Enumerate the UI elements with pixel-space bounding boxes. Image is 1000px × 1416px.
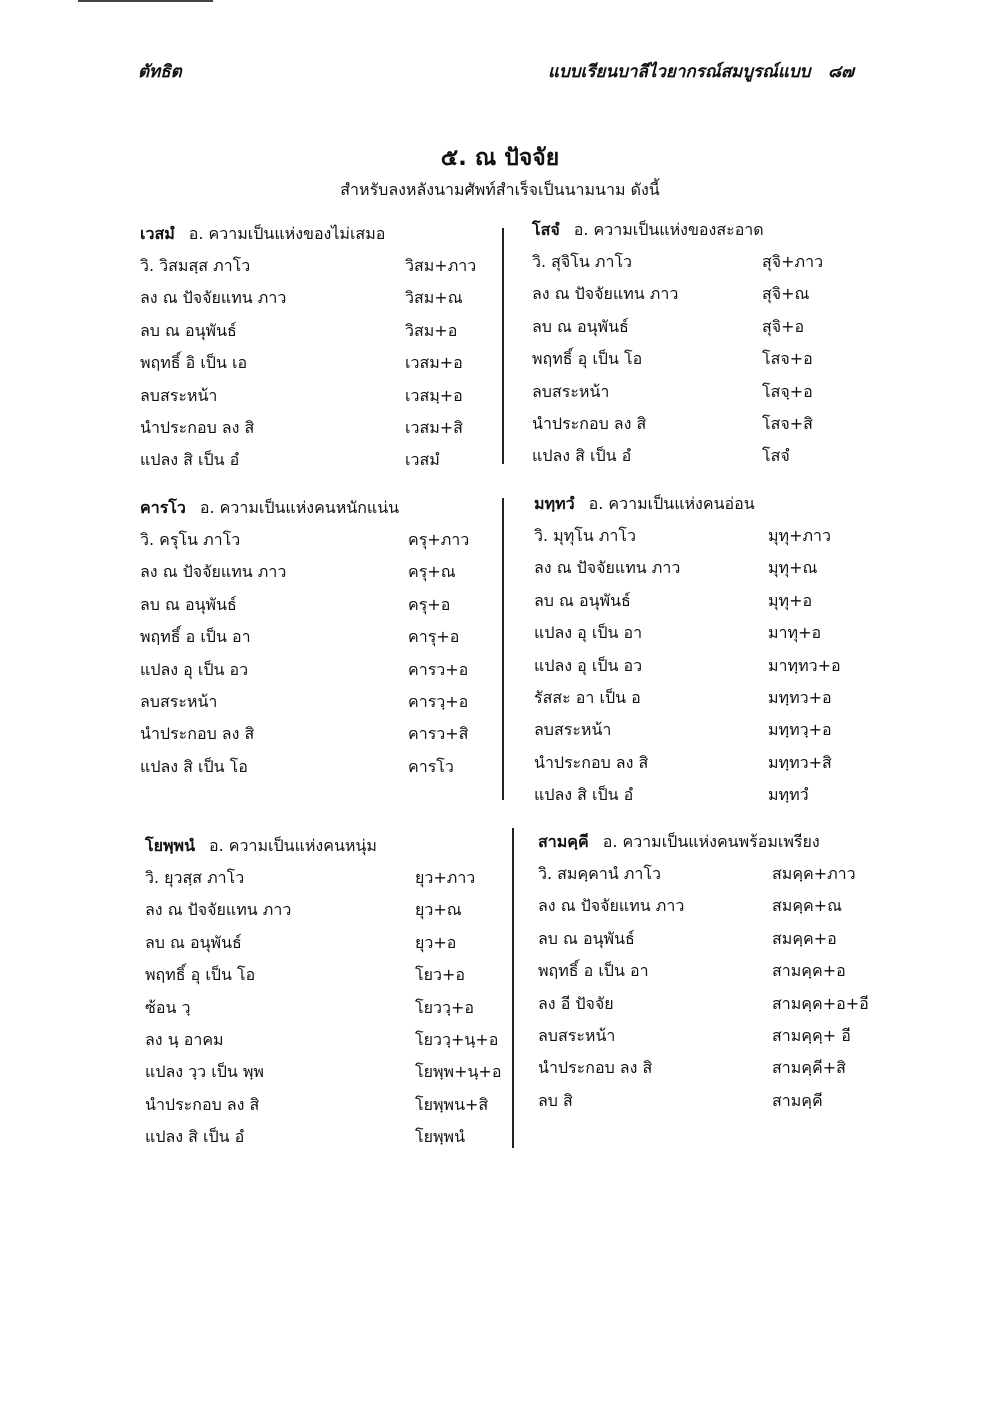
derivation-row: [538, 988, 868, 1020]
step-text: รัสสะ อา เป็น อ: [534, 687, 641, 707]
step-text: ลง ณ ปัจจัยแทน ภาว: [534, 558, 681, 578]
derivation-row: [538, 1052, 868, 1084]
column-divider: [502, 498, 504, 800]
step-result: ครุ+ภาว: [408, 530, 470, 549]
block-header: [145, 830, 495, 862]
step-result: ยุว+ณ: [415, 900, 462, 920]
step-text: แปลง วฺว เป็น พฺพ: [145, 1062, 264, 1082]
derivation-row: [145, 1056, 502, 1088]
derivation-row: [140, 412, 480, 444]
block-header: [534, 488, 864, 520]
step-result: สมคฺค+อ: [772, 928, 837, 948]
step-result: โยววฺ+นฺ+อ: [415, 1029, 499, 1049]
step-result: มุทุ+อ: [768, 590, 813, 610]
derivation-row: [534, 650, 864, 682]
step-result: สามคฺค+อ+อี: [772, 993, 869, 1013]
step-text: ลง ณ ปัจจัยแทน ภาว: [145, 900, 292, 920]
step-result: โยววฺ+อ: [415, 997, 474, 1017]
derivation-row: [534, 552, 864, 584]
headword-meaning: อ. ความเป็นแห่งของไม่เสมอ: [188, 224, 386, 243]
step-text: วิ. ครุโน ภาโว: [140, 530, 241, 549]
step-text: ลบ ณ อนุพันธ์: [145, 932, 242, 952]
step-result: คารว+อ: [408, 659, 469, 679]
derivation-row: [140, 751, 480, 783]
step-result: โยพฺพ+นฺ+อ: [415, 1062, 502, 1082]
step-text: ลง ณ ปัจจัยแทน ภาว: [538, 896, 685, 916]
step-text: ลบสระหน้า: [534, 720, 612, 740]
derivation-block: [140, 218, 480, 477]
derivation-row: [532, 343, 862, 375]
headword: สามคฺคี: [538, 832, 589, 851]
step-text: วิ. มุทุโน ภาโว: [534, 526, 636, 545]
step-result: วิสม+ณ: [405, 288, 463, 308]
derivation-row: [532, 311, 862, 343]
step-result: มาทฺทว+อ: [768, 655, 841, 675]
derivation-row: [140, 250, 480, 282]
derivation-block: [538, 826, 868, 1117]
headword: มทฺทวํ: [534, 494, 575, 513]
step-result: โสจ+สิ: [762, 413, 813, 433]
step-text: แปลง สิ เป็น โอ: [140, 756, 248, 776]
step-text: พฤทธิ์ อิ เป็น เอ: [140, 353, 248, 373]
running-header-title: แบบเรียนบาลีไวยากรณ์สมบูรณ์แบบ: [548, 62, 811, 82]
derivation-row: [140, 654, 480, 686]
step-text: วิ. สมคฺคานํ ภาโว: [538, 864, 661, 883]
step-result: สามคฺคี+สิ: [772, 1058, 846, 1078]
derivation-row: [532, 408, 862, 440]
derivation-row: [534, 779, 864, 811]
derivation-row: [140, 380, 480, 412]
derivation-row: [140, 686, 480, 718]
step-result: สุจิ+ภาว: [762, 252, 824, 271]
step-text: ลง นฺ อาคม: [145, 1029, 224, 1049]
step-result: ยุว+ภาว: [415, 868, 476, 887]
step-result: วิสม+ภาว: [405, 256, 477, 275]
step-result: สมคฺค+ณ: [772, 896, 842, 916]
step-result: สมคฺค+ภาว: [772, 864, 856, 883]
step-result: โสจํ: [762, 446, 790, 466]
step-result: โสจฺ+อ: [762, 381, 813, 401]
step-text: แปลง สิ เป็น อํ: [532, 446, 632, 466]
step-result: มุทุ+ณ: [768, 558, 818, 578]
column-divider: [512, 828, 514, 1148]
step-result: มาทุ+อ: [768, 623, 822, 643]
derivation-row: [534, 682, 864, 714]
headword: คารโว: [140, 498, 186, 517]
step-text: ลบ ณ อนุพันธ์: [538, 928, 635, 948]
derivation-row: [145, 862, 495, 894]
derivation-row: [140, 347, 480, 379]
top-rule: [78, 0, 213, 2]
headword: เวสมํ: [140, 224, 175, 243]
derivation-row: [140, 444, 480, 476]
derivation-row: [532, 278, 862, 310]
step-result: คารว+สิ: [408, 724, 469, 744]
derivation-row: [534, 585, 864, 617]
step-text: แปลง สิ เป็น อํ: [140, 450, 240, 470]
step-result: เวสมํ: [405, 450, 440, 470]
step-result: ครุ+ณ: [408, 562, 456, 582]
step-result: มทฺทว+อ: [768, 687, 832, 707]
step-text: ลง ณ ปัจจัยแทน ภาว: [140, 288, 287, 308]
derivation-row: [532, 246, 862, 278]
derivation-row: [140, 282, 480, 314]
step-result: ครุ+อ: [408, 594, 451, 614]
derivation-row: [538, 955, 868, 987]
step-text: พฤทธิ์ อุ เป็น โอ: [145, 965, 256, 985]
step-text: นำประกอบ ลง สิ: [140, 417, 255, 437]
headword: โสจํ: [532, 220, 560, 239]
derivation-block: [532, 214, 862, 473]
step-result: ยุว+อ: [415, 932, 457, 952]
derivation-block: [145, 830, 502, 1154]
step-text: ลบสระหน้า: [538, 1025, 616, 1045]
step-text: ลบ สิ: [538, 1090, 573, 1110]
running-header-left: ตัทธิต: [138, 62, 182, 82]
step-text: แปลง อุ เป็น อา: [534, 623, 643, 643]
block-header: [532, 214, 862, 246]
step-result: สามคฺคี: [772, 1090, 823, 1110]
derivation-row: [534, 714, 864, 746]
headword-meaning: อ. ความเป็นแห่งคนอ่อน: [588, 494, 755, 513]
derivation-row: [534, 520, 864, 552]
derivation-row: [140, 524, 480, 556]
step-text: ลบ ณ อนุพันธ์: [532, 316, 629, 336]
column-divider: [502, 228, 504, 464]
derivation-row: [145, 894, 495, 926]
headword-meaning: อ. ความเป็นแห่งคนพร้อมเพรียง: [602, 832, 820, 851]
step-text: นำประกอบ ลง สิ: [145, 1094, 260, 1114]
step-result: สุจิ+อ: [762, 316, 805, 336]
derivation-row: [532, 440, 862, 472]
step-result: โสจ+อ: [762, 349, 813, 369]
step-text: นำประกอบ ลง สิ: [140, 724, 255, 744]
step-text: ลบ ณ อนุพันธ์: [534, 590, 631, 610]
step-result: มุทุ+ภาว: [768, 526, 832, 545]
step-result: มทฺทว+สิ: [768, 752, 832, 772]
step-text: วิ. สุจิโน ภาโว: [532, 252, 633, 271]
derivation-row: [140, 556, 480, 588]
step-text: ซ้อน วฺ: [145, 997, 191, 1017]
derivation-row: [140, 718, 480, 750]
step-text: แปลง อุ เป็น อว: [534, 655, 643, 675]
block-header: [140, 218, 480, 250]
step-text: พฤทธิ์ อ เป็น อา: [140, 627, 251, 647]
step-result: โยว+อ: [415, 965, 465, 985]
derivation-row: [140, 315, 480, 347]
step-text: พฤทธิ์ อุ เป็น โอ: [532, 349, 643, 369]
section-title: ๕. ณ ปัจจัย: [440, 145, 560, 171]
step-text: ลบ ณ อนุพันธ์: [140, 320, 237, 340]
derivation-row: [145, 1024, 499, 1056]
step-text: ลง ณ ปัจจัยแทน ภาว: [140, 562, 287, 582]
headword-meaning: อ. ความเป็นแห่งคนหนุ่ม: [209, 836, 377, 855]
step-text: ลง ณ ปัจจัยแทน ภาว: [532, 284, 679, 304]
derivation-row: [538, 1085, 868, 1117]
headword-meaning: อ. ความเป็นแห่งคนหนักแน่น: [199, 498, 400, 517]
derivation-row: [538, 858, 868, 890]
step-text: แปลง สิ เป็น อํ: [534, 785, 634, 805]
derivation-row: [538, 890, 868, 922]
block-header: [538, 826, 868, 858]
step-result: สามคฺคฺ+ อี: [772, 1025, 851, 1045]
headword-meaning: อ. ความเป็นแห่งของสะอาด: [573, 220, 764, 239]
step-result: คารโว: [408, 756, 454, 776]
step-result: สามคฺค+อ: [772, 961, 846, 981]
derivation-row: [538, 923, 868, 955]
step-text: นำประกอบ ลง สิ: [538, 1058, 653, 1078]
derivation-block: [140, 492, 480, 783]
derivation-row: [145, 1089, 495, 1121]
step-result: เวสม+สิ: [405, 417, 463, 437]
step-text: ลบสระหน้า: [140, 385, 218, 405]
step-result: มทฺทวฺ+อ: [768, 720, 832, 740]
page-number: ๘๗: [828, 62, 854, 82]
derivation-row: [534, 747, 864, 779]
step-text: พฤทธิ์ อ เป็น อา: [538, 961, 649, 981]
derivation-row: [534, 617, 864, 649]
step-text: นำประกอบ ลง สิ: [532, 413, 647, 433]
step-result: วิสม+อ: [405, 320, 458, 340]
step-result: เวสมฺ+อ: [405, 385, 463, 405]
derivation-row: [145, 959, 495, 991]
step-text: วิ. ยุวสฺส ภาโว: [145, 868, 245, 887]
derivation-row: [145, 1121, 495, 1153]
step-result: คารวฺ+อ: [408, 691, 469, 711]
derivation-block: [534, 488, 864, 812]
step-result: คารุ+อ: [408, 627, 460, 647]
step-result: มทฺทวํ: [768, 785, 809, 805]
section-subtitle: สำหรับลงหลังนามศัพท์สำเร็จเป็นนามนาม ดังนี้: [340, 180, 660, 199]
step-text: นำประกอบ ลง สิ: [534, 752, 649, 772]
step-result: โยพฺพนํ: [415, 1127, 465, 1147]
step-result: สุจิ+ณ: [762, 284, 810, 304]
derivation-row: [532, 376, 862, 408]
step-result: เวสม+อ: [405, 353, 463, 373]
derivation-row: [140, 589, 480, 621]
step-text: ลบสระหน้า: [532, 381, 610, 401]
step-text: ลบสระหน้า: [140, 691, 218, 711]
derivation-row: [140, 621, 480, 653]
step-result: โยพฺพน+สิ: [415, 1094, 489, 1114]
step-text: ลง อี ปัจจัย: [538, 993, 614, 1013]
step-text: แปลง สิ เป็น อํ: [145, 1127, 245, 1147]
step-text: ลบ ณ อนุพันธ์: [140, 594, 237, 614]
derivation-row: [145, 927, 495, 959]
step-text: แปลง อุ เป็น อว: [140, 659, 249, 679]
step-text: วิ. วิสมสฺส ภาโว: [140, 256, 251, 275]
block-header: [140, 492, 480, 524]
derivation-row: [145, 992, 495, 1024]
headword: โยพฺพนํ: [145, 836, 195, 855]
derivation-row: [538, 1020, 868, 1052]
